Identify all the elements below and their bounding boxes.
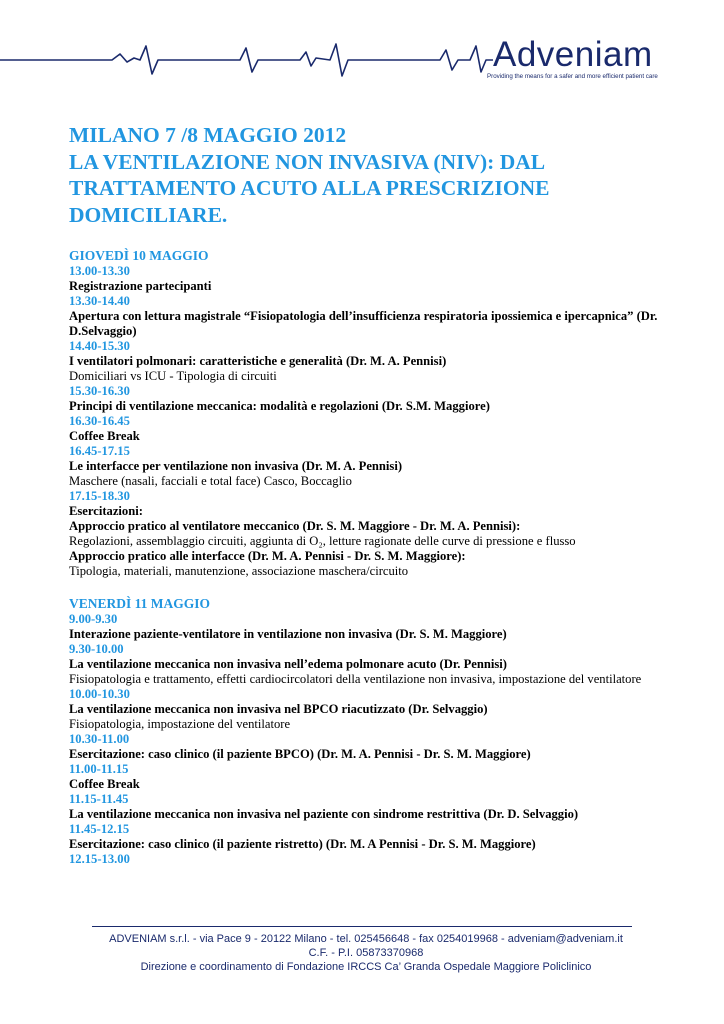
slot-title: Coffee Break: [69, 429, 140, 443]
schedule-slot: [69, 852, 669, 867]
schedule-slot: [69, 489, 669, 579]
schedule-slot: [69, 822, 669, 852]
document-title: [69, 122, 669, 228]
slot-time: 10.00-10.30: [69, 687, 130, 701]
schedule-slot: [69, 444, 669, 489]
schedule-slot: [69, 612, 669, 642]
day-heading: GIOVEDÌ 10 MAGGIO: [69, 248, 209, 263]
day-heading: VENERDÌ 11 MAGGIO: [69, 596, 211, 611]
schedule-slot: [69, 384, 669, 414]
slot-time: 10.30-11.00: [69, 732, 130, 746]
slot-time: 16.45-17.15: [69, 444, 130, 458]
title-line: DOMICILIARE.: [69, 202, 228, 227]
slot-time: 9.30-10.00: [69, 642, 124, 656]
slot-time: 15.30-16.30: [69, 384, 130, 398]
slot-title: Apertura con lettura magistrale “Fisiopatologia dell’insufficienza respiratoria ipossiemica e ipercapnica” (Dr. D.Selvaggio): [69, 309, 658, 338]
slot-description: Fisiopatologia e trattamento, effetti cardiocircolatori della ventilazione non invasiva, impostazione del ventilatore: [69, 672, 642, 686]
title-line: MILANO 7 /8 MAGGIO 2012: [69, 123, 347, 147]
brand-logo-name: Adveniam: [493, 35, 653, 74]
slot-title: I ventilatori polmonari: caratteristiche e generalità (Dr. M. A. Pennisi): [69, 354, 447, 368]
title-line: LA VENTILAZIONE NON INVASIVA (NIV): DAL: [69, 149, 546, 174]
slot-title: La ventilazione meccanica non invasiva nel BPCO riacutizzato (Dr. Selvaggio): [69, 702, 488, 716]
slot-time: 11.00-11.15: [69, 762, 129, 776]
schedule-slot: [69, 687, 669, 732]
slot-description: Regolazioni, assemblaggio circuiti, aggiunta di O₂, letture ragionate delle curve di pressione e flusso: [69, 534, 576, 548]
schedule-slot: [69, 339, 669, 384]
slot-time: 11.45-12.15: [69, 822, 130, 836]
schedule-slot: [69, 762, 669, 792]
slot-description: Domiciliari vs ICU - Tipologia di circuiti: [69, 369, 277, 383]
slot-time: 12.15-13.00: [69, 852, 130, 866]
program-schedule: [69, 246, 669, 867]
slot-time: 13.00-13.30: [69, 264, 130, 278]
slot-title: La ventilazione meccanica non invasiva nel paziente con sindrome restrittiva (Dr. D. Selvaggio): [69, 807, 579, 821]
slot-time: 9.00-9.30: [69, 612, 118, 626]
schedule-slot: [69, 732, 669, 762]
slot-title: Esercitazione: caso clinico (il paziente ristretto) (Dr. M. A Pennisi - Dr. S. M. Maggiore): [69, 837, 536, 851]
slot-description: Tipologia, materiali, manutenzione, associazione maschera/circuito: [69, 564, 409, 578]
schedule-slot: [69, 642, 669, 687]
slot-title: Principi di ventilazione meccanica: modalità e regolazioni (Dr. S.M. Maggiore): [69, 399, 490, 413]
schedule-slot: [69, 294, 669, 339]
schedule-slot: [69, 792, 669, 822]
title-line: TRATTAMENTO ACUTO ALLA PRESCRIZIONE: [69, 176, 550, 200]
schedule-slot: [69, 264, 669, 294]
slot-description: Fisiopatologia, impostazione del ventilatore: [69, 717, 291, 731]
slot-title: Esercitazione: caso clinico (il paziente BPCO) (Dr. M. A. Pennisi - Dr. S. M. Maggiore): [69, 747, 531, 761]
slot-subtitle: Approccio pratico alle interfacce (Dr. M. A. Pennisi - Dr. S. M. Maggiore):: [69, 549, 466, 563]
slot-time: 16.30-16.45: [69, 414, 130, 428]
footer-tax-line: C.F. - P.I. 05873370968: [308, 947, 424, 959]
footer-divider: [92, 926, 632, 927]
schedule-slot: [69, 414, 669, 444]
slot-time: 13.30-14.40: [69, 294, 130, 308]
slot-title: La ventilazione meccanica non invasiva nell’edema polmonare acuto (Dr. Pennisi): [69, 657, 507, 671]
slot-title: Le interfacce per ventilazione non invasiva (Dr. M. A. Pennisi): [69, 459, 403, 473]
brand-tagline: Providing the means for a safer and more efficient patient care: [487, 73, 658, 80]
slot-title: Registrazione partecipanti: [69, 279, 212, 293]
slot-time: 14.40-15.30: [69, 339, 130, 353]
slot-time: 11.15-11.45: [69, 792, 129, 806]
slot-subtitle: Approccio pratico al ventilatore meccanico (Dr. S. M. Maggiore - Dr. M. A. Pennisi):: [69, 519, 521, 533]
slot-time: 17.15-18.30: [69, 489, 130, 503]
footer-direction-line: Direzione e coordinamento di Fondazione IRCCS Ca’ Granda Ospedale Maggiore Policlinico: [140, 961, 592, 973]
slot-title: Esercitazioni:: [69, 504, 143, 518]
footer-company-line: ADVENIAM s.r.l. - via Pace 9 - 20122 Milano - tel. 025456648 - fax 0254019968 - adveniam@adveniam.it: [109, 933, 623, 945]
footer: [96, 932, 636, 974]
slot-description: Maschere (nasali, facciali e total face) Casco, Boccaglio: [69, 474, 352, 488]
slot-title: Coffee Break: [69, 777, 140, 791]
slot-title: Interazione paziente-ventilatore in ventilazione non invasiva (Dr. S. M. Maggiore): [69, 627, 507, 641]
